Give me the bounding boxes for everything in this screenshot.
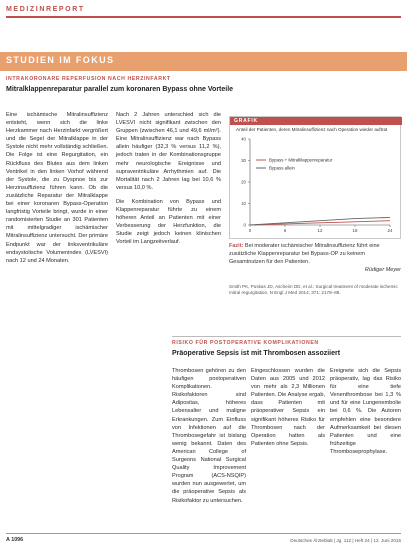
section-label: MEDIZINREPORT (6, 6, 85, 13)
caption-lead: Fazit: (229, 243, 244, 249)
article2-column-1 (172, 367, 246, 505)
article2-kicker: RISIKO FÜR POSTOPERATIVE KOMPLIKATIONEN (172, 340, 319, 346)
article2-headline: Präoperative Sepsis ist mit Thrombosen assoziiert (172, 350, 341, 357)
x-tick-label: 12 (317, 228, 323, 233)
y-tick-label: 40 (241, 136, 246, 142)
journal-citation: Deutsches Ärzteblatt | Jg. 112 | Heft 24 | 12. Juni 2015 (290, 538, 401, 543)
article1-col1-text: Eine ischämische Mitralinsuffizienz entsteht, wenn sich die linke Herzkammer nach Herzinfarkt vergrößert und die Segel der Mitralklappe in der Systole nicht mehr vollständig schließen. Die Folge ist eine Regurgitation, ein Rückfluss des Blutes aus dem linken Ventrikel in den linken Vorhof während der Systole, die zu Dyspnoe bis zur Herzinsuffizienz führen kann. Ob die zusätzliche Reparatur der Mitralklappe bei einer koronaren Bypass-Operation langfristig Vorteile bringt, wurde in einer randomisierten Studie an 301 Patienten mit mittelgradiger ischämischer Mitralinsuffizienz untersucht. Der primäre Endpunkt war der linksventrikuläre endsystolische Volumenindex (LVESVI) nach 12 und 24 Monaten. (6, 112, 108, 264)
graphic-tag (230, 117, 402, 125)
x-tick-label: 6 (283, 228, 287, 233)
x-tick-label: 24 (387, 228, 393, 233)
caption-signature: Rüdiger Meyer (364, 267, 401, 273)
page-number: A 1096 (6, 537, 24, 543)
article1-column-1 (6, 111, 108, 265)
article1-col3-text: Die Kombination von Bypass und Klappenreparatur führte zu einem höheren Anteil an Patienten mit einer Verbesserung der Herzfunktion, die Studie zeigt jedoch keinen klinischen Vorteil im Langzeitverlauf. (116, 198, 221, 246)
footer-rule (6, 533, 401, 534)
caption-text: Bei moderater ischämischer Mitralinsuffizienz führt eine zusätzliche Klappenreparatur bei Bypass-OP zu keinem Gesamtnutzen für den Patienten. (229, 243, 380, 265)
article1-headline: Mitralklappenreparatur parallel zum koronaren Bypass ohne Vorteile (6, 86, 234, 93)
source-reference: Smith PK, Puskas JD, Ascheim DD, et al.: Surgical treatment of moderate ischemic mitral regurgitation. N Engl J Med 2014; 371: 2178–88. (229, 284, 398, 296)
section-banner (0, 52, 407, 71)
article1-column-2 (116, 111, 221, 247)
series-line-1 (250, 221, 390, 225)
article1-kicker: INTRAKORONARE REPERFUSION NACH HERZINFARKT (6, 76, 171, 82)
article2-column-3 (330, 367, 401, 456)
graphic-tag-label: GRAFIK (234, 118, 258, 124)
legend-label-2: Bypass allein (269, 165, 295, 171)
x-tick-label: 0 (248, 228, 252, 233)
article2-column-2 (251, 367, 325, 448)
article-separator (172, 336, 401, 337)
article1-col2-text: Nach 2 Jahren unterschied sich die LVESVI nicht signifikant zwischen den Gruppen (zwischen 46,1 und 49,6 ml/m²). Eine Mitralinsuffizienz war nach Bypass allein häufiger (32,3 % versus 11,2 %), jedoch traten in der Kombinationsgruppe mehr neurologische Ereignisse und supraventrikuläre Arrhythmien auf. Die Mortalität nach 2 Jahren lag bei 10,6 % versus 10,0 %. (116, 112, 221, 191)
y-tick-label: 0 (243, 222, 246, 228)
line-chart (230, 133, 402, 239)
legend-label-1: Bypass + Mitralklappenreparatur (269, 157, 333, 163)
chart-caption (229, 242, 401, 274)
article2-col1-text: Thrombosen gehören zu den häufigen postoperativen Komplikationen. Risikofaktoren sind Adipositas, höheres Lebensalter und maligne Erkrankungen. Zum Einfluss von Infektionen auf die Thrombosegefahr ist bislang wenig bekannt. Daten des American College of Surgeons National Surgical Quality Improvement Program (ACS-NSQIP) wurden nun ausgewertet, um die präoperative Sepsis als Risikofaktor zu untersuchen. (172, 368, 246, 504)
x-tick-label: 18 (352, 228, 358, 233)
y-tick-label: 20 (241, 179, 246, 185)
article2-col3-text: Ereignete sich die Sepsis präoperativ, lag das Risiko für eine tiefe Venenthrombose bei 1,3 % und für eine Lungenembolie bei 0,6 %. Die Autoren empfehlen eine besondere Aufmerksamkeit bei diesen Patienten und eine frühzeitige Thromboseprophylaxe. (330, 368, 401, 455)
article2-col2-text: Eingeschlossen wurden die Daten aus 2005 und 2012 von mehr als 2,3 Millionen Patienten. Die Analyse ergab, dass Patienten mit präoperativer Sepsis ein signifikant höheres Risiko für Thrombosen nach der Operation hatten als Patienten ohne Sepsis. (251, 368, 325, 447)
chart-title: Anteil der Patienten, deren Mitralinsuffizienz nach Operation wieder auftrat (236, 127, 388, 132)
banner-title: STUDIEN IM FOKUS (6, 55, 115, 65)
header-rule (6, 16, 401, 18)
y-tick-label: 30 (241, 158, 246, 164)
y-tick-label: 10 (241, 201, 246, 207)
chart-box (229, 116, 401, 239)
